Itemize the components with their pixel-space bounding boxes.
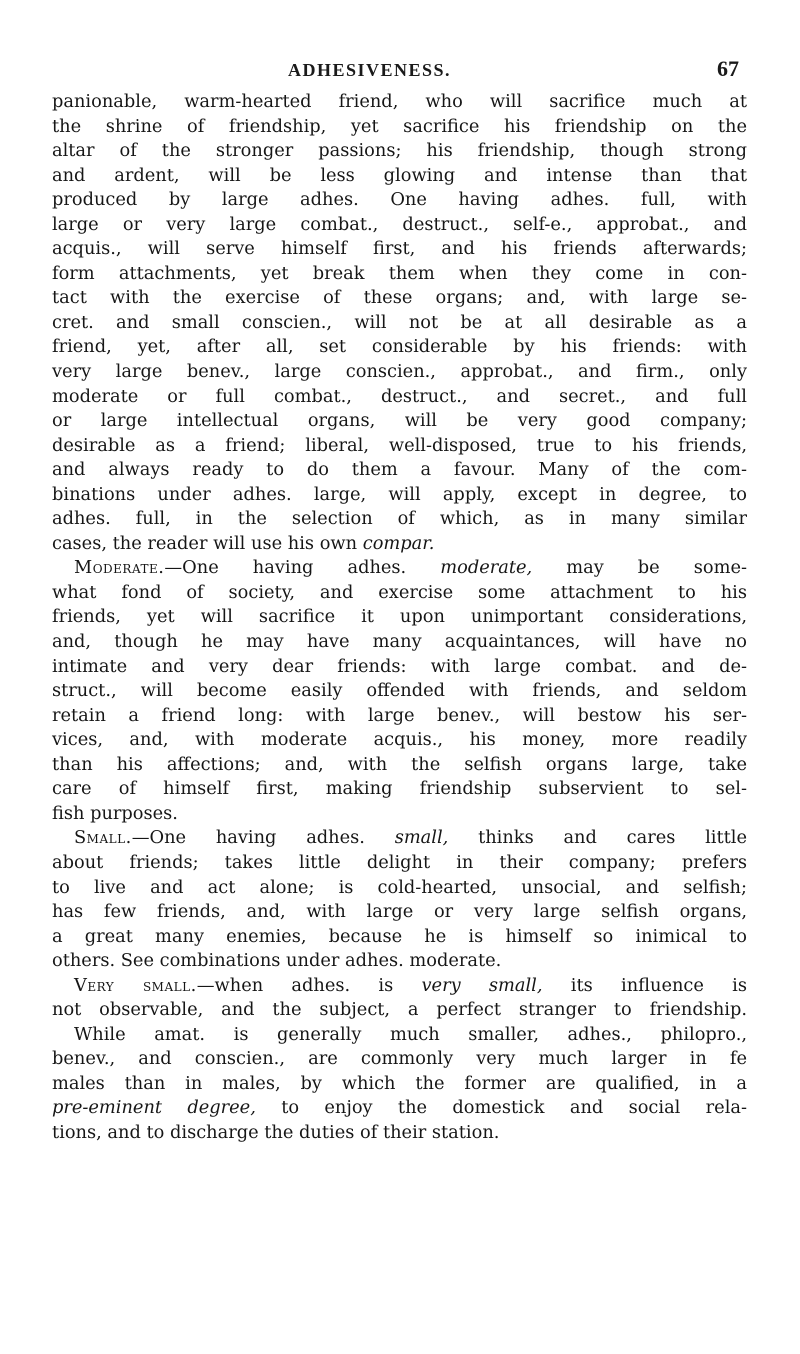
text-line: struct., will become easily offended with friends, and seldom <box>52 680 747 702</box>
text-line: to live and act alone; is cold-hearted, unsocial, and selfish; <box>52 876 747 898</box>
text-line: cret. and small conscien., will not be at all desirable as a <box>52 311 747 333</box>
text-run: —One having adhes. <box>131 827 395 849</box>
text-run: to enjoy the domestick and social rela- <box>255 1097 747 1119</box>
text-line: produced by large adhes. One having adhes. full, with <box>52 189 747 211</box>
text-line: fish purposes. <box>52 802 178 824</box>
section-moderate-first-line <box>52 556 747 581</box>
text-line: than his affections; and, with the selfish organs large, take <box>52 753 747 775</box>
text-run: thinks and cares little <box>448 827 747 849</box>
text-line: altar of the stronger passions; his friendship, though strong <box>52 140 747 162</box>
text-line: the shrine of friendship, yet sacrifice his friendship on the <box>52 115 747 137</box>
text-line: acquis., will serve himself first, and his friends afterwards; <box>52 238 747 260</box>
text-line: intimate and very dear friends: with large combat. and de- <box>52 655 747 677</box>
text-line: moderate or full combat., destruct., and secret., and full <box>52 385 747 407</box>
italic-term: moderate, <box>440 557 533 579</box>
section-heading-moderate: Moderate. <box>74 557 165 579</box>
text-run: —One having adhes. <box>164 557 441 579</box>
text-line <box>52 532 747 557</box>
text-line: very large benev., large conscien., approbat., and firm., only <box>52 361 747 383</box>
section-heading-small: Small. <box>74 827 132 849</box>
running-head: ADHESIVENESS. <box>288 60 452 80</box>
section-very-small-first-line <box>52 974 747 999</box>
text-line: others. See combinations under adhes. moderate. <box>52 950 502 972</box>
text-line: form attachments, yet break them when they come in con- <box>52 262 747 284</box>
text-line <box>52 1096 747 1121</box>
text-line: care of himself first, making friendship subservient to sel- <box>52 778 747 800</box>
text-line: or large intellectual organs, will be very good company; <box>52 410 747 432</box>
text-line: desirable as a friend; liberal, well-disposed, true to his friends, <box>52 434 747 456</box>
text-line: has few friends, and, with large or very large selfish organs, <box>52 901 747 923</box>
text-line: about friends; takes little delight in their company; prefers <box>52 851 747 873</box>
text-run: its influence is <box>542 974 747 996</box>
text-line: not observable, and the subject, a perfect stranger to friendship. <box>52 999 747 1021</box>
italic-term: pre-eminent degree, <box>52 1097 256 1119</box>
text-line: friend, yet, after all, set considerable by his friends: with <box>52 336 747 358</box>
text-line: large or very large combat., destruct., self-e., approbat., and <box>52 213 747 235</box>
text-line: vices, and, with moderate acquis., his money, more readily <box>52 729 747 751</box>
section-small-first-line <box>52 826 747 851</box>
section-heading-very-small: Very small. <box>74 974 197 996</box>
page-number: 67 <box>717 56 739 81</box>
text-line: a great many enemies, because he is himself so inimical to <box>52 925 747 947</box>
text-line: panionable, warm-hearted friend, who will sacrifice much at <box>52 91 747 112</box>
text-line: friends, yet will sacrifice it upon unimportant considerations, <box>52 606 747 628</box>
text-run: —when adhes. is <box>196 974 422 996</box>
text-line: While amat. is generally much smaller, adhes., philopro., <box>74 1023 747 1045</box>
italic-term: small, <box>394 827 449 849</box>
text-run: may be some- <box>532 557 747 579</box>
text-line: retain a friend long: with large benev., will bestow his ser- <box>52 704 747 726</box>
italic-term: compar. <box>362 532 435 554</box>
text-line: and, though he may have many acquaintances, will have no <box>52 631 747 653</box>
text-run: cases, the reader will use his own <box>52 532 363 554</box>
italic-term: very small, <box>421 974 543 996</box>
text-line: tions, and to discharge the duties of their station. <box>52 1121 500 1143</box>
text-line: and ardent, will be less glowing and intense than that <box>52 164 747 186</box>
text-line: tact with the exercise of these organs; and, with large se- <box>52 287 747 309</box>
text-line: adhes. full, in the selection of which, as in many similar <box>52 508 747 530</box>
text-line: what fond of society, and exercise some attachment to his <box>52 581 747 603</box>
text-line: and always ready to do them a favour. Many of the com- <box>52 459 747 481</box>
text-line: males than in males, by which the former are qualified, in a <box>52 1072 747 1094</box>
text-line: benev., and conscien., are commonly very much larger in fe <box>52 1048 747 1070</box>
body-text <box>52 90 747 1146</box>
text-line: binations under adhes. large, will apply, except in degree, to <box>52 483 747 505</box>
